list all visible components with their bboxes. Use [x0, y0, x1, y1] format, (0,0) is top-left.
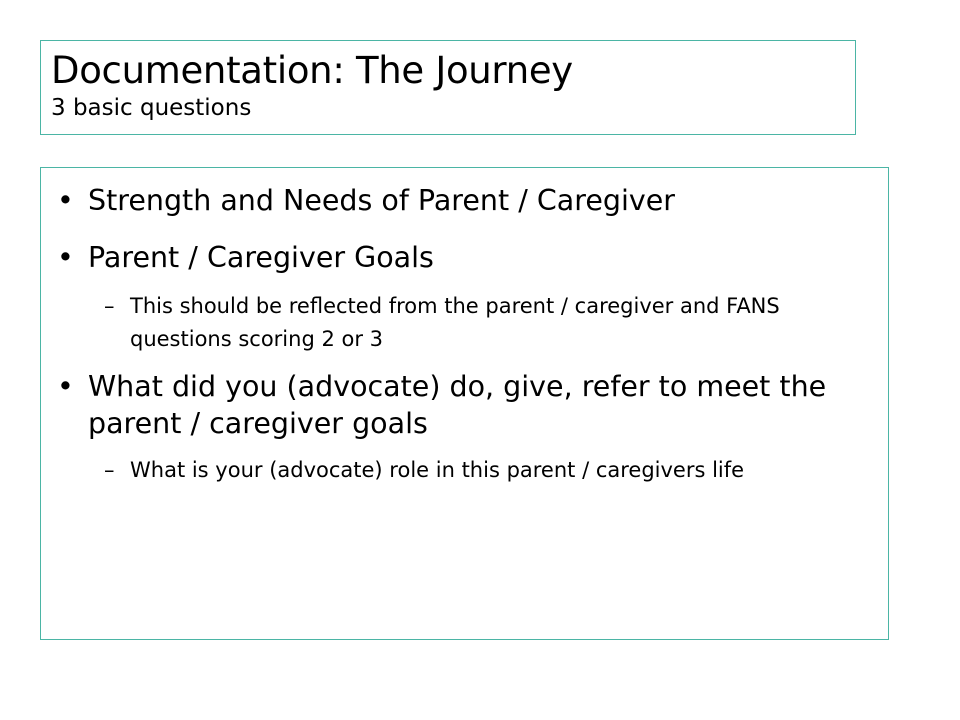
slide-subtitle: 3 basic questions	[51, 95, 252, 121]
content-placeholder	[40, 167, 889, 640]
bullet-item	[57, 239, 876, 276]
bullet-marker: •	[57, 370, 74, 403]
sub-bullet-marker: –	[104, 294, 115, 318]
sub-bullet-text: This should be reflected from the parent / caregiver and FANS questions scoring 2 or 3	[130, 294, 780, 351]
bullet-text: What did you (advocate) do, give, refer to meet the parent / caregiver goals	[88, 370, 827, 440]
sub-bullet-marker: –	[104, 458, 115, 482]
bullet-item	[57, 182, 876, 219]
bullet-text: Strength and Needs of Parent / Caregiver	[88, 184, 676, 217]
sub-bullet-text: What is your (advocate) role in this parent / caregivers life	[130, 458, 745, 482]
bullet-marker: •	[57, 241, 74, 274]
sub-bullet-item	[57, 290, 876, 356]
bullet-text: Parent / Caregiver Goals	[88, 241, 434, 274]
bullet-marker: •	[57, 184, 74, 217]
sub-bullet-item	[57, 454, 876, 487]
title-placeholder	[40, 40, 856, 135]
bullet-item	[57, 368, 876, 442]
slide-title: Documentation: The Journey	[51, 49, 573, 92]
